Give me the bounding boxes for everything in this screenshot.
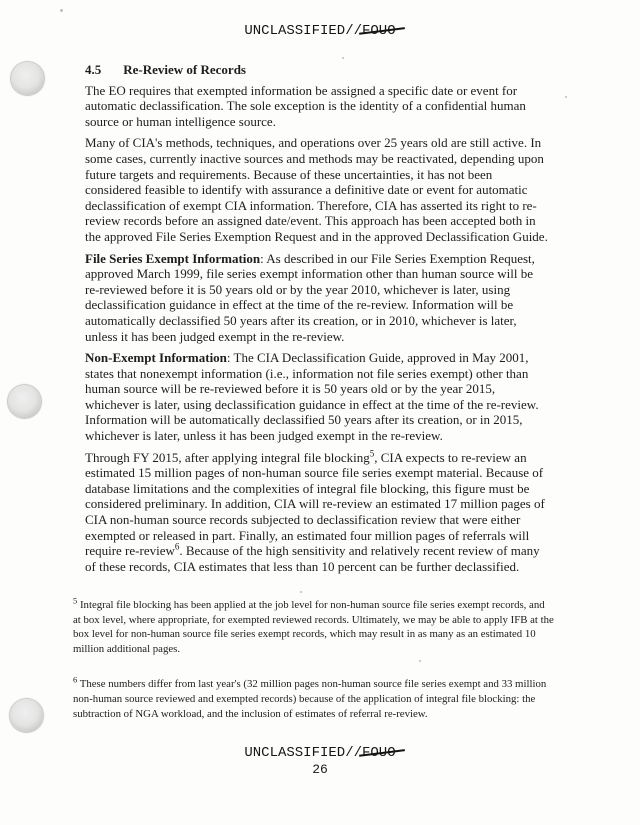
footer-struck-fouo: FOUO (362, 745, 396, 761)
footnote-6-text: These numbers differ from last year's (32 million pages non-human source file series exempt and 33 million non-human source reviewed and exempted records) because of the application of integral file blocking: the subtraction of NGA workload, and the inclusion of estimates of referral re-review. (73, 678, 547, 720)
scan-speck (342, 57, 344, 59)
footer (0, 745, 640, 777)
footnotes-section (73, 595, 555, 742)
footnote-ref-6: 6 (174, 541, 180, 552)
paragraph-text: : As described in our File Series Exemption Request, approved March 1999, file series exempt information other than human source will be re-reviewed before it is 50 years old or by the year 2010, whichever is later, using declassification guidance in effect at the time of the re-review. Information will be automatically declassified 50 years after its creation, or in 2010, whichever is later, unless it has been judged exempt in the re-review. (85, 250, 535, 344)
hole-punch-top (11, 62, 44, 95)
paragraph-text: , CIA expects to re-review an estimated 15 million pages of non-human source file series exempt material. Because of database limitations and the complexities of integral file blocking, this figure must be considered preliminary. In addition, CIA will re-review an estimated 17 million pages of CIA non-human source records subjected to declassification review that were either exempted or released in part. Finally, an estimated four million pages of referrals will require re-review (85, 449, 545, 559)
footer-classification-banner (0, 745, 640, 761)
section-title: Re-Review of Records (123, 62, 246, 77)
footnote-5 (73, 595, 555, 656)
paragraph-lead-non-exempt: Non-Exempt Information (85, 350, 227, 366)
footnote-6-marker: 6 (73, 674, 78, 685)
paragraph-methods-still-active: Many of CIA's methods, techniques, and operations over 25 years old are still active. In some cases, currently inactive sources and methods may be reactivated, depending upon future targets and requirements. Because of these uncertainties, it has not been considered feasible to identify with assurance a definitive date or event for automatic declassification of exempt CIA information. Therefore, CIA has asserted its right to re-review records before an assigned date/event. This approach has been accepted both in the approved File Series Exemption Request and in the approved Declassification Guide. (85, 135, 548, 244)
paragraph-text: : The CIA Declassification Guide, approved in May 2001, states that nonexempt information (i.e., information not file series exempt) other than human source will be re-reviewed before it is 50 years old or by the year 2015, whichever is later, using declassification guidance in effect at the time of the re-review. Information will be automatically declassified 50 years after its creation, or in 2015, whichever is later, unless it has been judged exempt in the re-review. (85, 350, 539, 444)
footnote-6 (73, 674, 555, 721)
footnote-ref-5: 5 (369, 448, 375, 459)
hole-punch-middle (8, 385, 41, 418)
section-heading (85, 62, 548, 78)
paragraph-text: . Because of the high sensitivity and relatively recent review of many of these records, CIA estimates that less than 10 percent can be further declassified. (85, 543, 540, 574)
section-number: 4.5 (85, 62, 102, 77)
header-classification-text: UNCLASSIFIED// (244, 23, 362, 39)
header-classification-banner (0, 23, 640, 39)
header-struck-fouo: FOUO (362, 23, 396, 39)
page-number: 26 (312, 762, 328, 777)
scan-speck (60, 9, 63, 12)
paragraph-text: Through FY 2015, after applying integral file blocking (85, 449, 370, 465)
paragraph-eo-requirement: The EO requires that exempted information be assigned a specific date or event for automatic declassification. The sole exception is the identity of a confidential human source or human intelligence source. (85, 82, 526, 129)
paragraph-lead-file-series: File Series Exempt Information (85, 250, 261, 266)
paragraph-fy2015-estimates (85, 450, 548, 575)
document-body (73, 62, 554, 720)
hole-punch-bottom (10, 699, 43, 732)
footer-classification-text: UNCLASSIFIED// (244, 745, 362, 761)
scan-speck (565, 96, 567, 98)
scan-speck (300, 591, 302, 593)
paragraph-non-exempt (85, 350, 548, 444)
paragraph-file-series-exempt (85, 251, 548, 345)
footnote-5-marker: 5 (73, 595, 78, 606)
footnote-5-text: Integral file blocking has been applied at the job level for non-human source file series exempt records, and at box level, where appropriate, for exempted reviewed records. Ultimately, we may be able to apply IFB at the box level for non-human source file series exempt records, which may result in as many as an estimated 10 million additional pages. (73, 599, 554, 655)
